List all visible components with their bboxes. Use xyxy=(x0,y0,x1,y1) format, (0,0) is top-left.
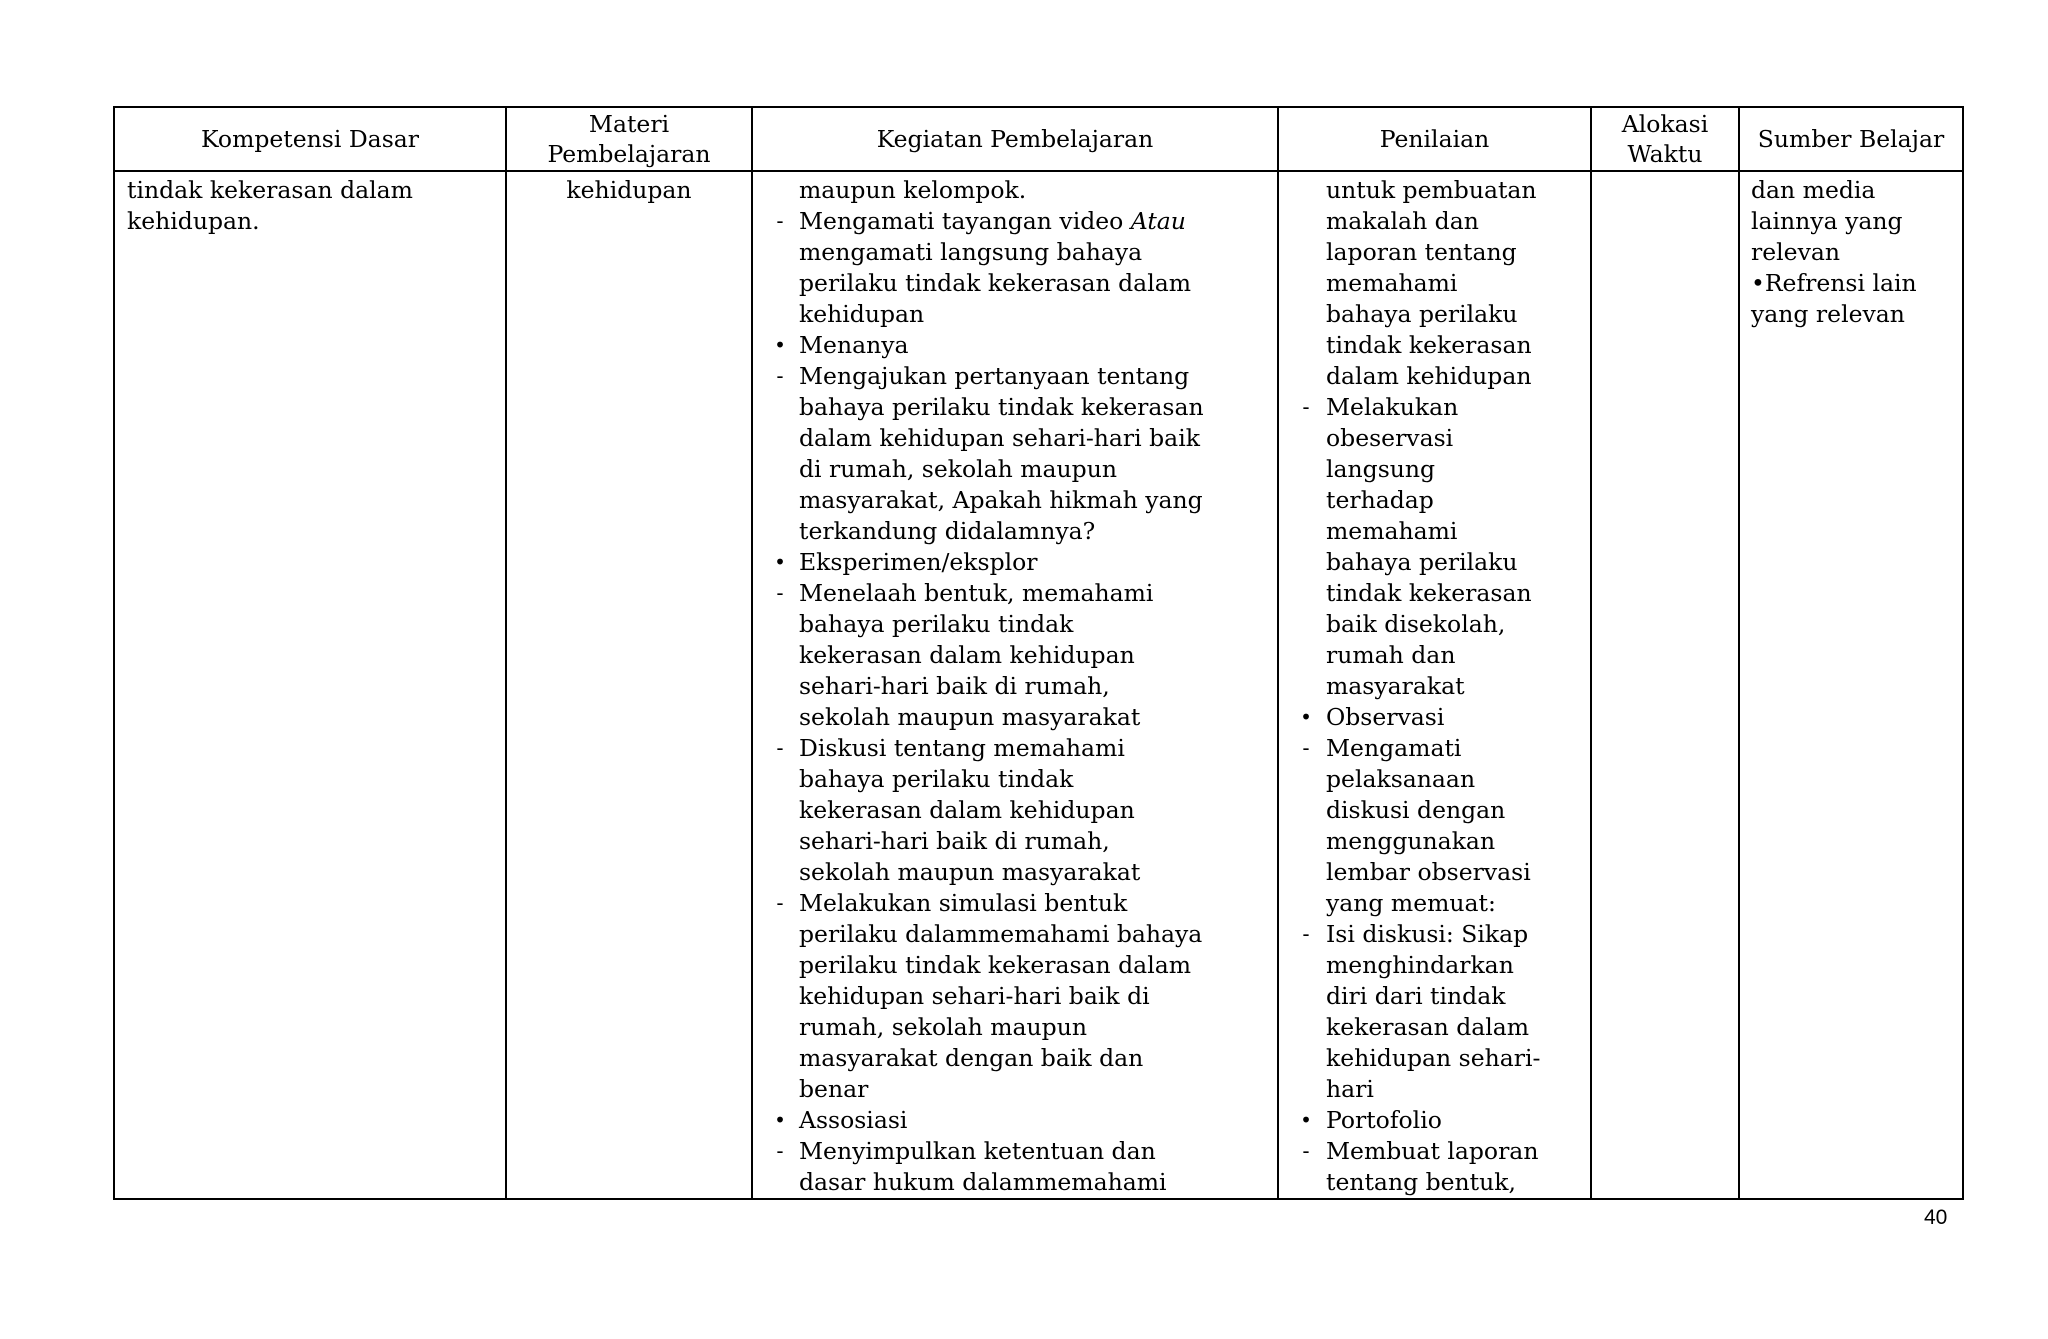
list-item xyxy=(753,206,1277,330)
item-text: Mengamati pelaksanaan diskusi dengan menggunakan lembar observasi yang memuat: xyxy=(1326,734,1531,917)
header-row xyxy=(114,107,1963,171)
item-text: Melakukan simulasi bentuk perilaku dalammemahami bahaya perilaku tindak kekerasan dalam kehidupan sehari-hari baik di rumah, sekolah maupun masyarakat dengan baik dan benar xyxy=(799,889,1203,1103)
item-text: Assosiasi xyxy=(799,1106,908,1134)
bullet-icon: • xyxy=(1300,1108,1312,1132)
cell-materi: kehidupan xyxy=(506,171,752,1199)
list-item xyxy=(1279,392,1590,702)
list-item xyxy=(1279,919,1590,1105)
item-text: untuk pembuatan makalah dan laporan tentang memahami bahaya perilaku tindak kekerasan dalam kehidupan xyxy=(1326,176,1537,390)
page-number: 40 xyxy=(1924,1206,1948,1229)
header-materi-pembelajaran: Materi Pembelajaran xyxy=(506,107,752,171)
item-text: Mengajukan pertanyaan tentang bahaya perilaku tindak kekerasan dalam kehidupan sehari-hari baik di rumah, sekolah maupun masyarakat, Apakah hikmah yang terkandung didalamnya? xyxy=(799,362,1204,545)
list-item xyxy=(753,888,1277,1105)
dash-icon: - xyxy=(776,891,784,915)
header-sumber-belajar: Sumber Belajar xyxy=(1739,107,1963,171)
list-item xyxy=(753,1105,1277,1136)
dash-icon: - xyxy=(776,1139,784,1163)
cell-penilaian xyxy=(1278,171,1591,1199)
syllabus-table xyxy=(113,106,1964,1200)
bullet-icon: • xyxy=(774,1108,786,1132)
cell-alokasi-waktu xyxy=(1591,171,1739,1199)
list-item xyxy=(1279,1136,1590,1198)
dash-icon: - xyxy=(1302,922,1310,946)
item-text: Mengamati tayangan video xyxy=(799,207,1131,235)
dash-icon: - xyxy=(1302,395,1310,419)
item-text: Isi diskusi: Sikap menghindarkan diri dari tindak kekerasan dalam kehidupan sehari- hari xyxy=(1326,920,1541,1103)
dash-icon: - xyxy=(776,581,784,605)
list-item xyxy=(753,578,1277,733)
list-item xyxy=(1279,702,1590,733)
bullet-icon: • xyxy=(774,550,786,574)
dash-icon: - xyxy=(776,209,784,233)
item-text: maupun kelompok. xyxy=(799,176,1027,204)
dash-icon: - xyxy=(1302,736,1310,760)
header-penilaian: Penilaian xyxy=(1278,107,1591,171)
list-item xyxy=(753,330,1277,361)
item-text: Observasi xyxy=(1326,703,1445,731)
item-text: Menanya xyxy=(799,331,909,359)
list-item xyxy=(753,547,1277,578)
item-text: Eksperimen/eksplor xyxy=(799,548,1038,576)
table-row xyxy=(114,171,1963,1199)
header-kegiatan-pembelajaran: Kegiatan Pembelajaran xyxy=(752,107,1278,171)
item-text: Menyimpulkan ketentuan dan dasar hukum dalammemahami xyxy=(799,1137,1167,1196)
item-text: Portofolio xyxy=(1326,1106,1442,1134)
dash-icon: - xyxy=(1302,1139,1310,1163)
penilaian-list xyxy=(1279,175,1590,1198)
bullet-icon: • xyxy=(1300,705,1312,729)
item-emphasis: Atau xyxy=(1130,207,1186,235)
item-text: Menelaah bentuk, memahami bahaya perilaku tindak kekerasan dalam kehidupan sehari-hari baik di rumah, sekolah maupun masyarakat xyxy=(799,579,1154,731)
header-kompetensi-dasar: Kompetensi Dasar xyxy=(114,107,506,171)
cell-sumber-belajar: dan media lainnya yang relevan •Refrensi lain yang relevan xyxy=(1739,171,1963,1199)
kegiatan-list xyxy=(753,175,1277,1198)
list-item xyxy=(753,361,1277,547)
list-item xyxy=(753,733,1277,888)
item-text: Diskusi tentang memahami bahaya perilaku tindak kekerasan dalam kehidupan sehari-hari baik di rumah, sekolah maupun masyarakat xyxy=(799,734,1141,886)
cell-kegiatan xyxy=(752,171,1278,1199)
dash-icon: - xyxy=(776,736,784,760)
list-item xyxy=(1279,733,1590,919)
item-text: Membuat laporan tentang bentuk, xyxy=(1326,1137,1539,1196)
cell-kompetensi-dasar: tindak kekerasan dalam kehidupan. xyxy=(114,171,506,1199)
list-item xyxy=(1279,1105,1590,1136)
list-item xyxy=(1279,175,1590,392)
list-item xyxy=(753,175,1277,206)
dash-icon: - xyxy=(776,364,784,388)
header-alokasi-waktu: Alokasi Waktu xyxy=(1591,107,1739,171)
bullet-icon: • xyxy=(774,333,786,357)
item-text: Melakukan obeservasi langsung terhadap memahami bahaya perilaku tindak kekerasan baik disekolah, rumah dan masyarakat xyxy=(1326,393,1532,700)
item-text: mengamati langsung bahaya perilaku tindak kekerasan dalam kehidupan xyxy=(799,238,1192,328)
list-item xyxy=(753,1136,1277,1198)
